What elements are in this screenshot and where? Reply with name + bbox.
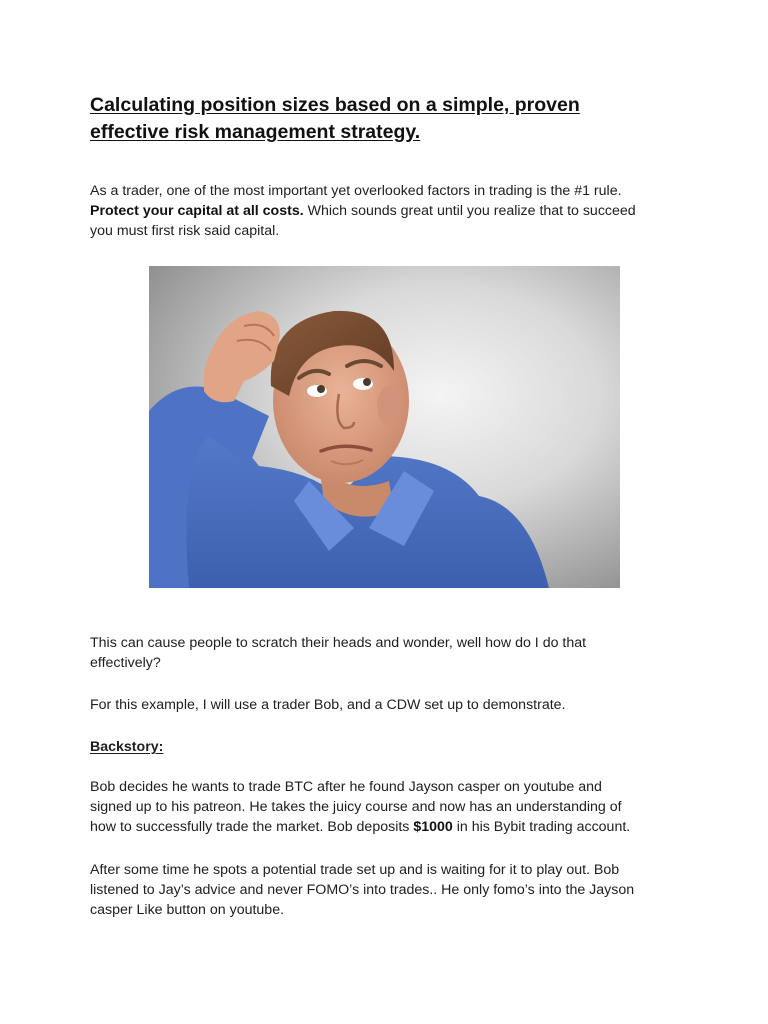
confused-man-scratching-head-photo: [149, 266, 620, 588]
after-line-1: After some time he spots a potential trade set up and is waiting for it to play out. Bob: [90, 862, 620, 878]
backstory-line-2: signed up to his patreon. He takes the juicy course and now has an understanding of: [90, 799, 622, 815]
intro-paragraph: [90, 181, 690, 241]
deposit-amount: $1000: [413, 819, 453, 835]
after-paragraph: [90, 860, 690, 920]
scratch-line-1: This can cause people to scratch their heads and wonder, well how do I do that: [90, 635, 587, 651]
document-title: [90, 92, 690, 146]
ear: [377, 386, 401, 426]
intro-line-1: As a trader, one of the most important yet overlooked factors in trading is the #1 rule.: [90, 183, 622, 199]
scratch-line-2: effectively?: [90, 655, 161, 671]
backstory-line-1: Bob decides he wants to trade BTC after he found Jayson casper on youtube and: [90, 779, 602, 795]
backstory-line-3-pre: how to successfully trade the market. Bob deposits: [90, 819, 414, 835]
scratch-paragraph: [90, 633, 690, 673]
title-line-1: Calculating position sizes based on a simple, proven: [90, 94, 580, 116]
right-pupil: [363, 378, 371, 386]
photo-illustration: [149, 266, 620, 588]
intro-bold-rule: Protect your capital at all costs.: [90, 203, 304, 219]
intro-line-2-rest: Which sounds great until you realize that to succeed: [303, 203, 636, 219]
backstory-line-3-post: in his Bybit trading account.: [452, 819, 631, 835]
title-line-2: effective risk management strategy.: [90, 121, 421, 143]
backstory-heading: Backstory:: [90, 739, 164, 755]
after-line-3: casper Like button on youtube.: [90, 902, 285, 918]
intro-line-3: you must first risk said capital.: [90, 223, 280, 239]
after-line-2: listened to Jay’s advice and never FOMO’s into trades.. He only fomo’s into the Jayson: [90, 882, 635, 898]
example-paragraph: For this example, I will use a trader Bob, and a CDW set up to demonstrate.: [90, 697, 566, 713]
backstory-paragraph: [90, 777, 690, 837]
left-pupil: [317, 385, 325, 393]
